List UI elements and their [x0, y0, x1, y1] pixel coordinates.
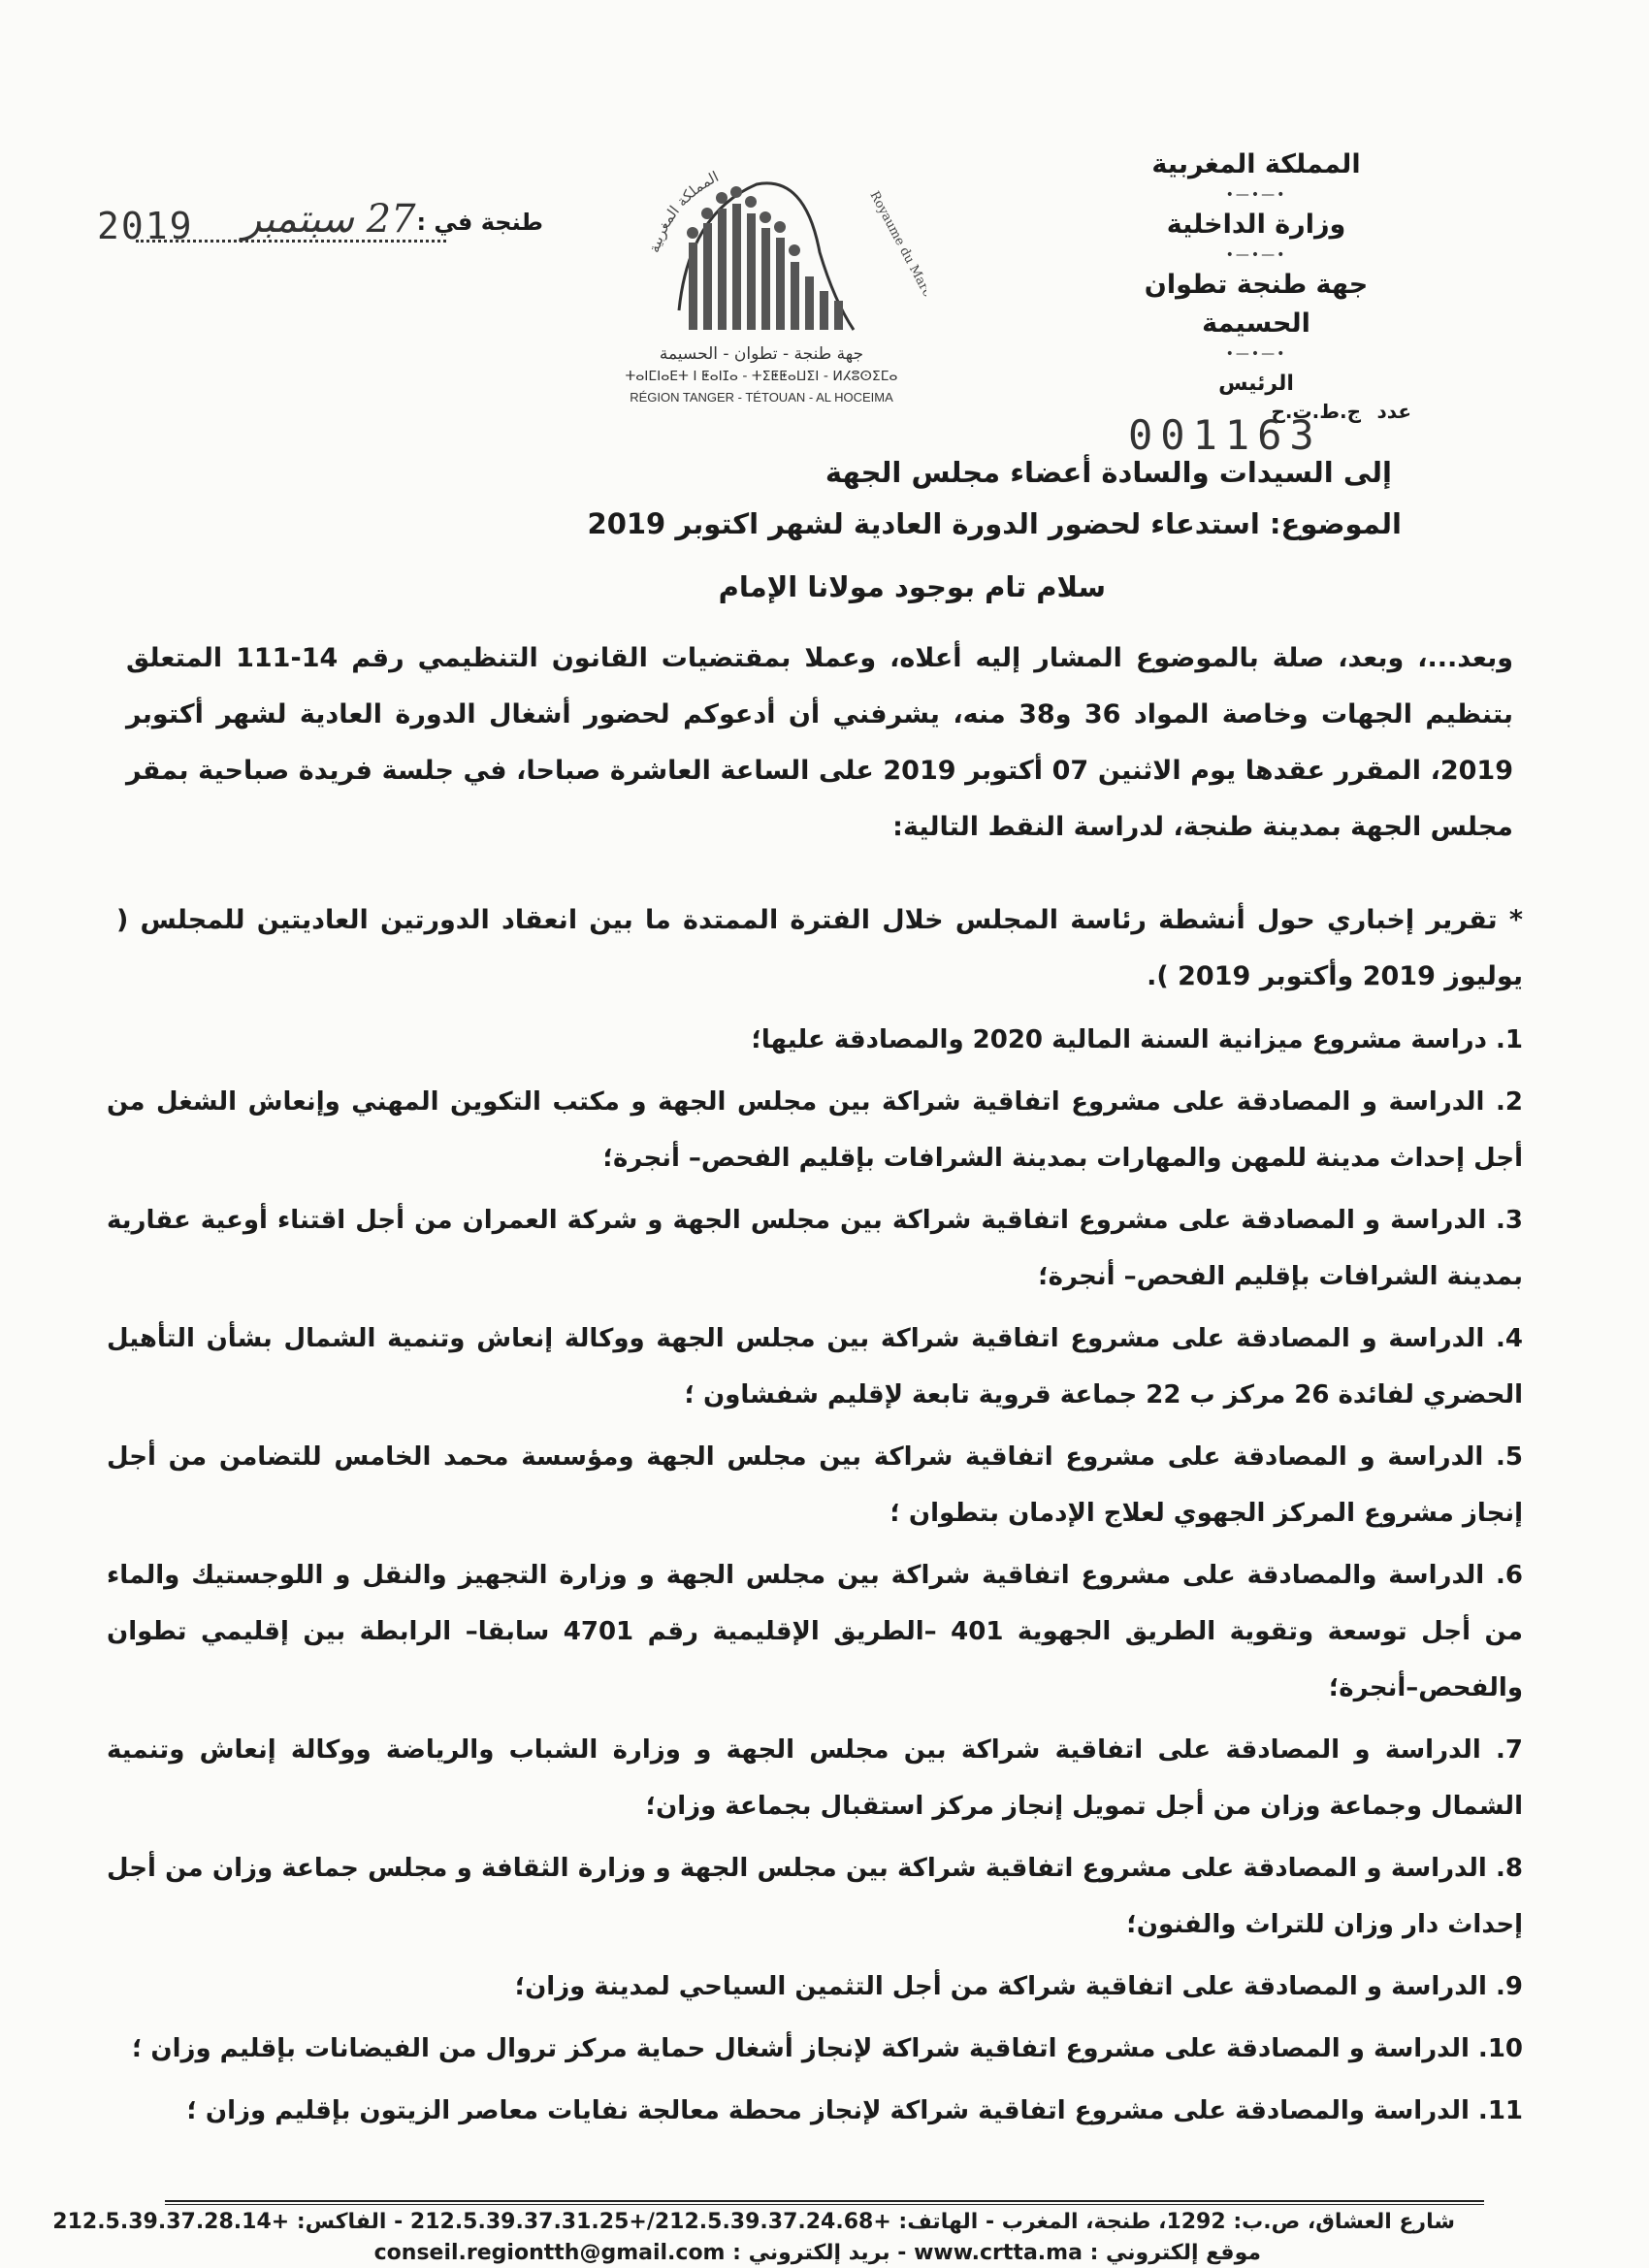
agenda-item: 11. الدراسة والمصادقة على مشروع اتفاقية شراكة لإنجاز محطة معالجة نفايات معاصر الزيتون بإقليم وزان ؛ [186, 2096, 1523, 2125]
region-logo [597, 136, 926, 417]
footer-web: موقع إلكتروني : www.crtta.ma - بريد إلكتروني : conseil.regiontth@gmail.com [373, 2241, 1261, 2265]
agenda-item: 9. الدراسة و المصادقة على اتفاقية شراكة من أجل التثمين السياحي لمدينة وزان؛ [514, 1972, 1523, 2001]
agenda-bullet: * تقرير إخباري حول أنشطة رئاسة المجلس خلال الفترة الممتدة ما بين انعقاد الدورتين العاديتين للمجلس ( يوليوز 2019 وأكتوبر 2019 ). [116, 905, 1523, 991]
footer-divider [165, 2200, 1484, 2202]
date-handwritten: 27 سبتمبر [242, 197, 416, 242]
logo-latin-arc: Royaume du Maroc [866, 188, 926, 307]
separator: •—•—• [1225, 247, 1287, 263]
region-emblem-icon [597, 136, 926, 417]
addressee: إلى السيدات والسادة أعضاء مجلس الجهة [824, 456, 1392, 489]
agenda-item: 6. الدراسة والمصادقة على مشروع اتفاقية شراكة بين مجلس الجهة و وزارة التجهيز والنقل و اللوجستيك والماء من أجل توسعة وتقوية الطريق الجهوية 401 –الطريق الإقليمية رقم 4701 سابقا– الرابطة بين إقليمي تطوان والفحص–أنجرة؛ [107, 1561, 1523, 1702]
agenda-item: 8. الدراسة و المصادقة على مشروع اتفاقية شراكة بين مجلس الجهة و وزارة الثقافة و مجلس جماعة وزان من أجل إحداث دار وزان للتراث والفنون؛ [107, 1854, 1523, 1939]
agenda-item: 5. الدراسة و المصادقة على مشروع اتفاقية شراكة بين مجلس الجهة ومؤسسة محمد الخامس للتضامن من أجل إنجاز مشروع المركز الجهوي لعلاج الإدمان بتطوان ؛ [107, 1442, 1523, 1528]
logo-region-latin: RÉGION TANGER - TÉTOUAN - AL HOCEIMA [630, 390, 893, 405]
date-year-stamp: 2019 [97, 205, 194, 247]
footer-address: شارع العشاق، ص.ب: 1292، طنجة، المغرب - الهاتف: +212.5.39.37.24.68/+212.5.39.37.31.25 - الفاكس: +212.5.39.37.28.14 [52, 2210, 1455, 2234]
ministry-name: وزارة الداخلية [1166, 210, 1346, 240]
separator: •—•—• [1225, 187, 1287, 203]
date-line [87, 197, 543, 267]
reference-code: ج.ط.ت.ح [1271, 400, 1361, 423]
kingdom-name: المملكة المغربية [1151, 149, 1361, 179]
reference-label: عدد [1376, 400, 1411, 423]
reference-number-block [1120, 394, 1411, 459]
footer-divider [165, 2204, 1484, 2205]
logo-region-tifinagh: ⵜⴰⵏⵎⵏⴰⴹⵜ ⵏ ⵟⴰⵏⵊⴰ - ⵜⵉⵟⵟⴰⵡⵉⵏ - ⵍⵃⵓⵙⵉⵎⴰ [625, 369, 898, 384]
logo-region-arabic: جهة طنجة - تطوان - الحسيمة [659, 344, 864, 364]
subject-line: الموضوع: استدعاء لحضور الدورة العادية لشهر اكتوبر 2019 [587, 507, 1402, 540]
agenda-item: 2. الدراسة و المصادقة على مشروع اتفاقية شراكة بين مجلس الجهة و مكتب التكوين المهني وإنعاش الشغل من أجل إحداث مدينة للمهن والمهارات بمدينة الشرافات بإقليم الفحص– أنجرة؛ [107, 1087, 1523, 1173]
president-title: الرئيس [1218, 372, 1294, 396]
date-label: طنجة في : [416, 209, 543, 236]
logo-arc-text: المملكة المغربية [645, 167, 722, 255]
intro-paragraph: وبعد...، وبعد، صلة بالموضوع المشار إليه أعلاه، وعملا بمقتضيات القانون التنظيمي رقم 14-111 المتعلق بتنظيم الجهات وخاصة المواد 36 و38 منه، يشرفني أن أدعوكم لحضور أشغال الدورة العادية لشهر أكتوبر 2019، المقرر عقدها يوم الاثنين 07 أكتوبر 2019 على الساعة العاشرة صباحا، في جلسة فريدة صباحية بمقر مجلس الجهة بمدينة طنجة، لدراسة النقط التالية: [126, 643, 1514, 842]
greeting: سلام تام بوجود مولانا الإمام [718, 570, 1106, 603]
agenda-item: 4. الدراسة و المصادقة على مشروع اتفاقية شراكة بين مجلس الجهة ووكالة إنعاش وتنمية الشمال بشأن التأهيل الحضري لفائدة 26 مركز ب 22 جماعة قروية تابعة لإقليم شفشاون ؛ [107, 1324, 1523, 1409]
letterhead-institution [1096, 146, 1416, 404]
agenda-item: 10. الدراسة و المصادقة على مشروع اتفاقية شراكة لإنجاز أشغال حماية مركز تروال من الفيضانات بإقليم وزان ؛ [131, 2034, 1523, 2063]
agenda-item: 7. الدراسة و المصادقة على اتفاقية شراكة بين مجلس الجهة و وزارة الشباب والرياضة ووكالة إنعاش وتنمية الشمال وجماعة وزان من أجل تمويل إنجاز مركز استقبال بجماعة وزان؛ [107, 1735, 1523, 1821]
agenda-list [107, 1012, 1523, 2145]
region-name: جهة طنجة تطوان الحسيمة [1144, 270, 1369, 339]
agenda-item: 1. دراسة مشروع ميزانية السنة المالية 2020 والمصادقة عليها؛ [751, 1025, 1523, 1054]
agenda-item: 3. الدراسة و المصادقة على مشروع اتفاقية شراكة بين مجلس الجهة و شركة العمران من أجل اقتناء أوعية عقارية بمدينة الشرافات بإقليم الفحص– أنجرة؛ [107, 1206, 1523, 1291]
reference-stamp-number: 001163 [1128, 411, 1322, 459]
separator: •—•—• [1225, 346, 1287, 362]
